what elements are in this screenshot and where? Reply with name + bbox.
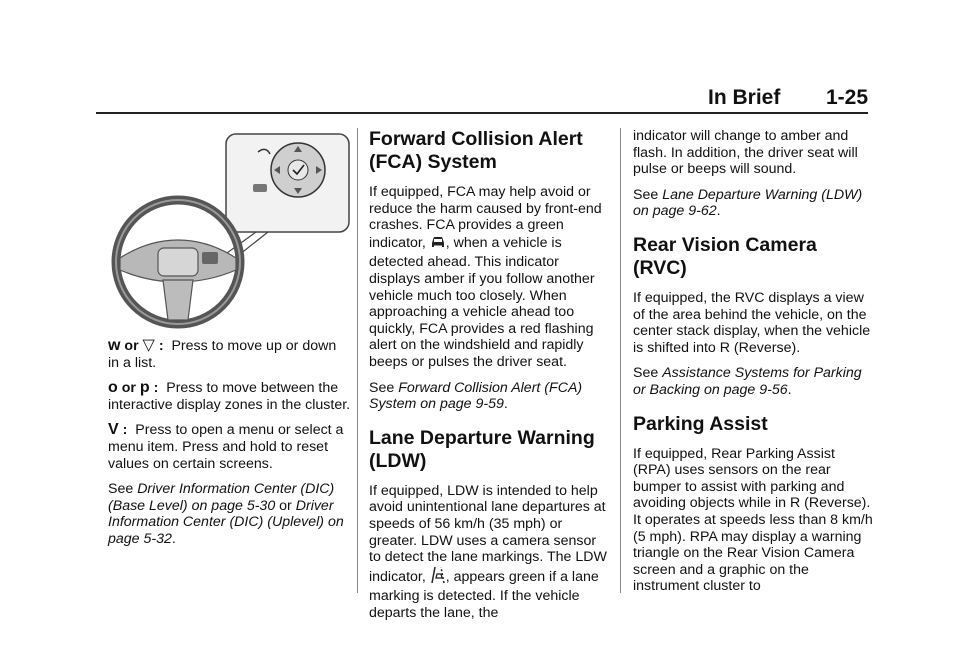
column-divider-1	[357, 128, 358, 593]
ldw-see-also	[633, 187, 875, 220]
see-prefix: See	[108, 481, 138, 498]
see-mid: or	[275, 497, 296, 514]
page-header	[0, 86, 960, 109]
column-1	[108, 130, 351, 557]
rvc-title: Rear Vision Camera (RVC)	[633, 233, 817, 279]
parking-assist-paragraph: If equipped, Rear Parking Assist (RPA) uses sensors on the rear bumper to assist with parking and avoiding objects while in R (Reverse). It operates at speeds less than 8 km/h (5 mph). RPA may display a warning triangle on the Rear Vision Camera screen and a graphic on the instrument cluster to	[633, 445, 873, 595]
steering-wheel-icon	[108, 130, 351, 330]
down-arrow-icon: ▽	[142, 337, 155, 354]
up-arrow-icon: w	[108, 337, 121, 354]
see-end: .	[716, 203, 721, 220]
fca-text-a: If equipped, FCA may help avoid or reduce the harm caused by front-end crashes. FCA provides a green indicator,	[369, 184, 602, 251]
column-divider-2	[620, 128, 621, 593]
ldw-text-a: If equipped, LDW is intended to help avoid unintentional lane departures at speeds of 56 km/h (35 mph) or greater. LDW uses a camera sensor to detect the lane markings. The LDW indicator,	[369, 482, 607, 585]
header-section-title: In Brief	[708, 86, 781, 109]
header-rule	[96, 112, 868, 114]
up-down-paragraph	[108, 338, 351, 371]
or-label: or	[124, 338, 139, 354]
header-page-number: 1-25	[826, 86, 869, 109]
see-end: .	[787, 381, 792, 398]
vehicle-ahead-icon	[430, 234, 446, 255]
see-prefix: See	[633, 186, 663, 203]
colon-label: :	[153, 380, 159, 397]
select-paragraph	[108, 422, 351, 472]
select-text: Press to open a menu or select a menu item. Press and hold to reset values on certain screens.	[108, 422, 344, 472]
fca-text-b: , when a vehicle is detected ahead. This indicator displays amber if you follow another vehicle much too closely. When approaching a vehicle ahead too quickly, FCA provides a red flashing alert on the windshield and rapidly beeps or pulses the driver seat.	[369, 234, 595, 370]
left-right-text: Press to move between the interactive display zones in the cluster.	[108, 380, 351, 413]
rvc-link[interactable]: Assistance Systems for Parking or Backing on page 9-56	[633, 365, 862, 398]
column-3	[633, 128, 875, 604]
up-down-text: Press to move up or down in a list.	[108, 338, 337, 371]
rvc-see-also	[633, 365, 875, 398]
see-prefix: See	[633, 365, 663, 382]
steering-wheel-illustration	[108, 130, 351, 330]
colon-label: :	[122, 422, 128, 439]
column-2	[369, 128, 609, 630]
colon-label: :	[158, 338, 164, 354]
ldw-continued: indicator will change to amber and flash. In addition, the driver seat will pulse or beeps will sound.	[633, 128, 858, 178]
lane-departure-icon	[430, 566, 446, 589]
checkmark-icon: V	[108, 421, 119, 439]
fca-paragraph	[369, 184, 609, 371]
dic-uplevel-link[interactable]: Driver Information Center (DIC) (Uplevel) on page 5-32	[108, 497, 344, 547]
or-label: or	[121, 380, 136, 397]
parking-assist-title: Parking Assist	[633, 412, 768, 435]
left-arrow-icon: o	[108, 379, 118, 397]
rvc-paragraph: If equipped, the RVC displays a view of the area behind the vehicle, on the center stack display, when the vehicle is shifted into R (Reverse).	[633, 289, 871, 356]
ldw-title: Lane Departure Warning (LDW)	[369, 426, 595, 472]
see-end: .	[171, 530, 176, 547]
dic-base-link[interactable]: Driver Information Center (DIC) (Base Level) on page 5-30	[108, 481, 335, 514]
ldw-link[interactable]: Lane Departure Warning (LDW) on page 9-62	[633, 186, 863, 220]
fca-see-also	[369, 380, 609, 413]
fca-title: Forward Collision Alert (FCA) System	[369, 128, 583, 173]
see-end: .	[503, 396, 508, 413]
ldw-paragraph	[369, 483, 609, 622]
right-arrow-icon: p	[139, 379, 150, 397]
fca-link[interactable]: Forward Collision Alert (FCA) System on page 9-59	[369, 379, 583, 413]
dic-see-also	[108, 481, 351, 547]
ldw-text-b: , appears green if a lane marking is detected. If the vehicle departs the lane, the	[369, 568, 599, 621]
left-right-paragraph	[108, 380, 351, 413]
see-prefix: See	[369, 379, 399, 396]
